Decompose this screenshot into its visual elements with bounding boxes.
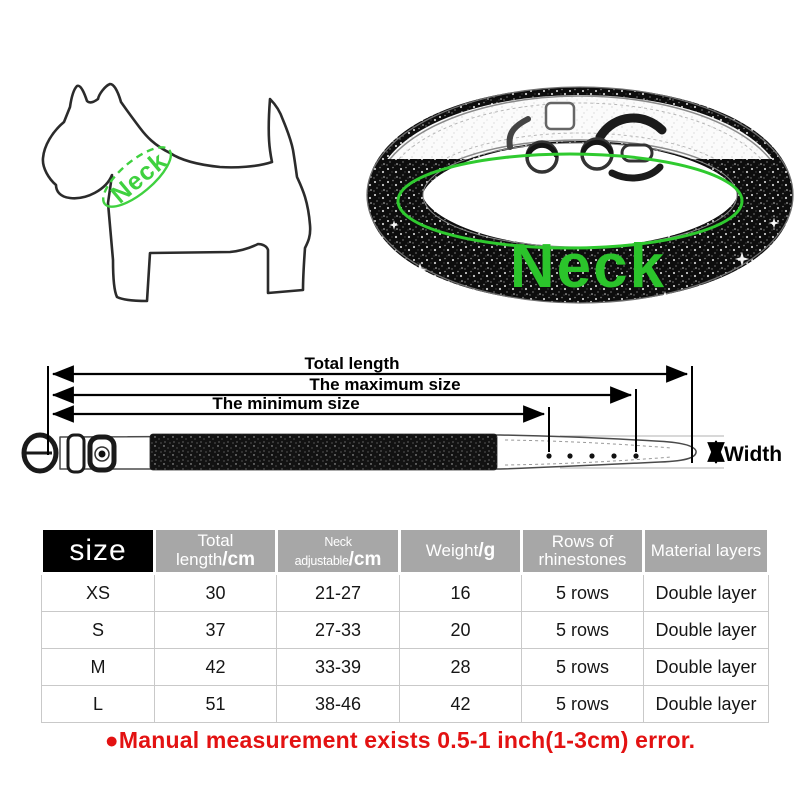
size-table xyxy=(40,527,770,723)
cell-weight: 28 xyxy=(400,649,522,686)
header-total-length xyxy=(155,529,277,574)
cell-material-layers: Double layer xyxy=(644,649,769,686)
cell-neck-adjustable: 38-46 xyxy=(277,686,400,723)
header-size: size xyxy=(42,529,155,574)
cell-neck-adjustable: 33-39 xyxy=(277,649,400,686)
size-table-section xyxy=(40,527,767,723)
header-neck-adjustable-unit: /cm xyxy=(348,548,382,570)
header-weight-label: Weight xyxy=(425,541,479,561)
cell-rhinestone-rows: 5 rows xyxy=(522,612,644,649)
cell-rhinestone-rows: 5 rows xyxy=(522,574,644,612)
header-neck-adjustable-label: Neck adjustable xyxy=(294,535,352,568)
table-row-m xyxy=(42,649,769,686)
cell-total-length: 37 xyxy=(155,612,277,649)
cell-material-layers: Double layer xyxy=(644,574,769,612)
cell-size: S xyxy=(42,612,155,649)
cell-rhinestone-rows: 5 rows xyxy=(522,649,644,686)
cell-weight: 20 xyxy=(400,612,522,649)
cell-total-length: 51 xyxy=(155,686,277,723)
header-weight-unit: /g xyxy=(478,540,496,562)
diagram-buckle xyxy=(24,435,114,472)
width-label: Width xyxy=(724,443,783,466)
cell-size: XS xyxy=(42,574,155,612)
header-total-length-unit: /cm xyxy=(222,548,256,570)
header-neck-adjustable xyxy=(277,529,400,574)
diagram-rhinestone-band xyxy=(150,434,497,470)
header-rhinestones: Rows of rhinestones xyxy=(522,529,644,574)
measurement-error-note: ●Manual measurement exists 0.5-1 inch(1-3cm) error. xyxy=(104,727,696,753)
cell-weight: 16 xyxy=(400,574,522,612)
dog-outline-path xyxy=(43,84,310,301)
dog-outline-figure xyxy=(20,40,350,330)
cell-weight: 42 xyxy=(400,686,522,723)
cell-material-layers: Double layer xyxy=(644,612,769,649)
header-weight xyxy=(400,529,522,574)
cell-neck-adjustable: 21-27 xyxy=(277,574,400,612)
cell-total-length: 30 xyxy=(155,574,277,612)
collar-photo-figure xyxy=(360,75,800,325)
cell-total-length: 42 xyxy=(155,649,277,686)
minimum-size-label: The minimum size xyxy=(212,394,360,413)
collar-neck-label: Neck xyxy=(509,232,667,301)
table-header-row xyxy=(42,529,769,574)
total-length-label: Total length xyxy=(304,354,400,373)
measurement-diagram xyxy=(0,345,800,510)
cell-rhinestone-rows: 5 rows xyxy=(522,686,644,723)
header-total-length-label: Total length xyxy=(175,531,234,569)
cell-size: L xyxy=(42,686,155,723)
cell-size: M xyxy=(42,649,155,686)
table-row-l xyxy=(42,686,769,723)
dog-neck-label: Neck xyxy=(105,146,173,210)
table-row-xs xyxy=(42,574,769,612)
cell-neck-adjustable: 27-33 xyxy=(277,612,400,649)
maximum-size-label: The maximum size xyxy=(309,375,461,394)
header-material: Material layers xyxy=(644,529,769,574)
table-row-s xyxy=(42,612,769,649)
cell-material-layers: Double layer xyxy=(644,686,769,723)
